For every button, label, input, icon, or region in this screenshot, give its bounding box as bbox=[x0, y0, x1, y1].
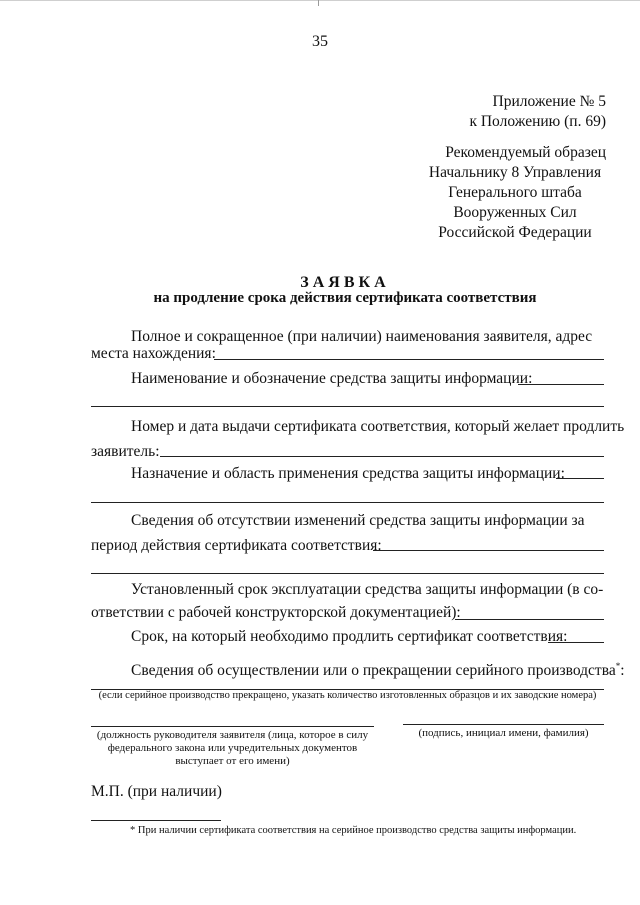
stamp-placeholder: М.П. (при наличии) bbox=[91, 783, 222, 800]
purpose-field-continued[interactable] bbox=[91, 502, 604, 503]
cert-number-field[interactable] bbox=[160, 456, 604, 457]
no-changes-field[interactable] bbox=[373, 550, 604, 551]
position-hint-line2: федерального закона или учредительных документов bbox=[107, 742, 358, 754]
no-changes-field-continued[interactable] bbox=[91, 573, 604, 574]
document-subtitle: на продление срока действия сертификата соответствия bbox=[153, 290, 537, 306]
page-number: 35 bbox=[312, 33, 328, 50]
signature-hint: (подпись, инициал имени, фамилия) bbox=[418, 727, 589, 739]
serial-production-hint: (если серийное производство прекращено, указать количество изготовленных образцов и их заводские номера) bbox=[98, 690, 597, 701]
extension-term-field[interactable] bbox=[548, 642, 604, 643]
extension-term-label: Срок, на который необходимо продлить сертификат соответствия: bbox=[131, 628, 568, 645]
cert-number-label-line2: заявитель: bbox=[91, 443, 160, 460]
applicant-name-label-line1: Полное и сокращенное (при наличии) наименования заявителя, адрес bbox=[131, 328, 593, 345]
sample-note: Рекомендуемый образец bbox=[445, 144, 606, 161]
sample-note-block bbox=[445, 143, 606, 163]
footnote-separator bbox=[91, 820, 221, 821]
cert-number-label-line1: Номер и дата выдачи сертификата соответствия, который желает продлить bbox=[131, 418, 625, 435]
position-field[interactable] bbox=[91, 726, 374, 727]
recipient-line-1: Начальнику 8 Управления bbox=[428, 164, 602, 181]
means-name-label: Наименование и обозначение средства защиты информации: bbox=[131, 370, 533, 387]
means-name-field-continued[interactable] bbox=[91, 406, 604, 407]
position-hint bbox=[91, 729, 374, 768]
recipient-line-4: Российской Федерации bbox=[438, 224, 592, 241]
recipient-line-3: Вооруженных Сил bbox=[453, 204, 577, 221]
position-hint-line1: (должность руководителя заявителя (лица, которое в силу bbox=[96, 729, 369, 741]
service-life-field[interactable] bbox=[455, 619, 604, 620]
appendix-header bbox=[469, 92, 606, 132]
footnote-marker: * bbox=[615, 661, 621, 671]
recipient-block bbox=[400, 163, 630, 243]
no-changes-label-line2: период действия сертификата соответствия: bbox=[91, 537, 382, 554]
service-life-label-line2: ответствии с рабочей конструкторской документацией): bbox=[91, 604, 461, 621]
applicant-name-label-line2: места нахождения: bbox=[91, 345, 216, 362]
recipient-line-2: Генерального штаба bbox=[448, 184, 582, 201]
purpose-field[interactable] bbox=[556, 478, 604, 479]
means-name-field[interactable] bbox=[518, 384, 604, 385]
footnote-text: * При наличии сертификата соответствия на серийное производство средства защиты информации. bbox=[130, 825, 577, 836]
serial-production-colon: : bbox=[620, 662, 625, 680]
service-life-label-line1: Установленный срок эксплуатации средства защиты информации (в со- bbox=[131, 581, 604, 598]
appendix-label: Приложение № 5 bbox=[492, 93, 606, 110]
position-hint-line3: выступает от его имени) bbox=[175, 755, 290, 767]
serial-production-label bbox=[131, 656, 625, 681]
page-top-tick bbox=[318, 0, 319, 6]
purpose-label: Назначение и область применения средства защиты информации: bbox=[131, 465, 565, 482]
serial-production-text: Сведения об осуществлении или о прекращении серийного производства bbox=[131, 662, 616, 680]
document-title: ЗАЯВКА bbox=[300, 274, 390, 291]
regulation-reference: к Положению (п. 69) bbox=[469, 113, 606, 130]
applicant-name-field[interactable] bbox=[214, 359, 604, 360]
page-top-edge bbox=[0, 0, 640, 1]
signature-field[interactable] bbox=[403, 724, 604, 725]
no-changes-label-line1: Сведения об отсутствии изменений средства защиты информации за bbox=[131, 512, 585, 529]
